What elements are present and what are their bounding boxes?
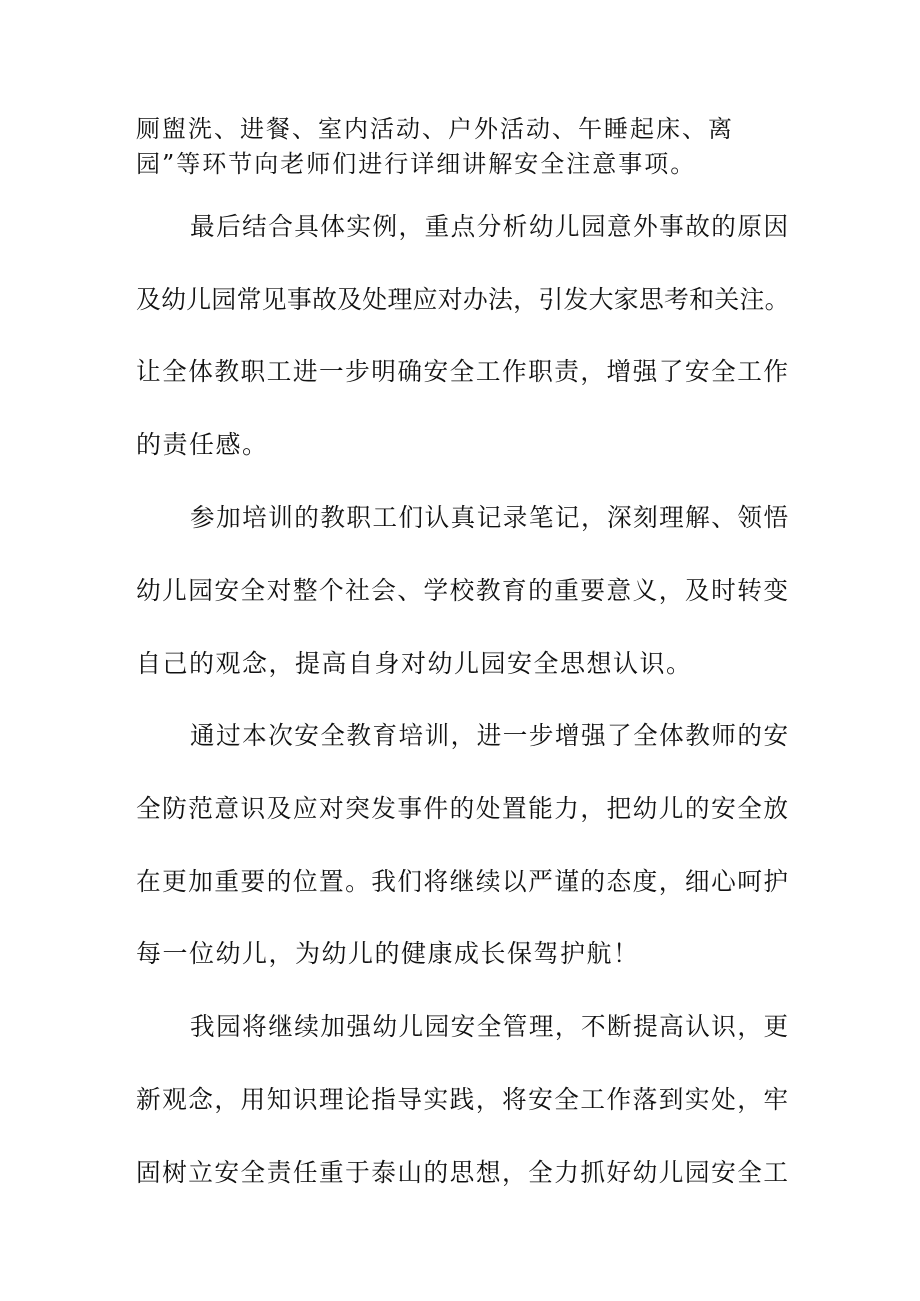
text-line: 固树立安全责任重于泰山的思想，全力抓好幼儿园安全工 — [136, 1158, 790, 1187]
text-line: 全防范意识及应对突发事件的处置能力，把幼儿的安全放 — [136, 794, 790, 823]
text-line: 园”等环节向老师们进行详细讲解安全注意事项。 — [136, 150, 697, 178]
text-line: 参加培训的教职工们认真记录笔记，深刻理解、领悟 — [190, 503, 790, 532]
text-line: 我园将继续加强幼儿园安全管理，不断提高认识，更 — [190, 1012, 790, 1041]
text-line: 让全体教职工进一步明确安全工作职责，增强了安全工作 — [136, 357, 790, 386]
text-line: 的责任感。 — [136, 430, 269, 459]
text-line: 通过本次安全教育培训，进一步增强了全体教师的安 — [190, 721, 790, 750]
text-line: 自己的观念，提高自身对幼儿园安全思想认识。 — [136, 649, 693, 678]
text-line: 最后结合具体实例，重点分析幼儿园意外事故的原因 — [190, 212, 790, 241]
text-line: 每一位幼儿，为幼儿的健康成长保驾护航！ — [136, 939, 640, 968]
text-line: 及幼儿园常见事故及处理应对办法，引发大家思考和关注。 — [136, 285, 790, 314]
text-line: 在更加重要的位置。我们将继续以严谨的态度，细心呵护 — [136, 867, 790, 896]
text-line: 新观念，用知识理论指导实践，将安全工作落到实处，牢 — [136, 1085, 790, 1114]
text-line: 厕盥洗、进餐、室内活动、户外活动、午睡起床、离 — [136, 115, 734, 143]
text-line: 幼儿园安全对整个社会、学校教育的重要意义，及时转变 — [136, 576, 790, 605]
